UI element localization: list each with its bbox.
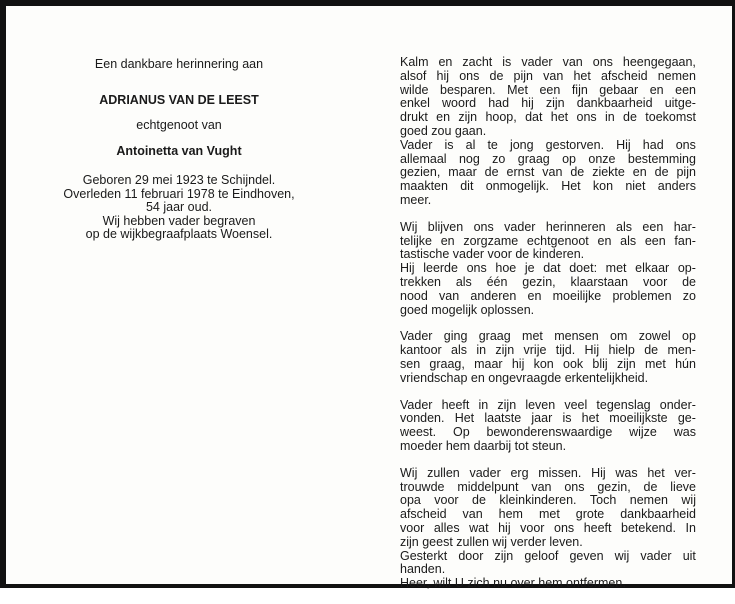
text-line: goed mogelijk oplossen. [400,302,535,317]
text-line: zijn geest zullen wij verder leven. [400,534,583,549]
text-line: kantoor als in zijn vrije tijd. Hij hielp de men- [400,343,696,358]
card-edge-top [0,0,735,6]
spouse-name: Antoinetta van Vught [116,143,242,158]
text-line: maakten dit onmogelijk. Het kon niet anders [400,179,696,194]
paragraph-4 [400,399,696,454]
text-line: afscheid van hem met grote dankbaarheid [400,507,696,522]
card-edge-left [0,0,6,588]
text-line: moeder hem daarbij tot steun. [400,438,567,453]
text-line: trouwde middelpunt van ons gezin, de lieve [400,479,696,494]
text-line: Wij zullen vader erg missen. Hij was het ver- [400,465,696,480]
text-line: Wij blijven ons vader herinneren als een har- [400,219,696,234]
text-line: gezien, maar de ernst van de ziekte en de pijn [400,165,696,180]
text-line: goed zou gaan. [400,123,487,138]
text-line: meer. [400,192,432,207]
death-line: Overleden 11 februari 1978 te Eindhoven, [63,186,295,201]
paragraph-5 [400,467,696,591]
text-line: sen graag, maar hij kon ook blij zijn met hún [400,356,696,371]
text-line: Vader ging graag met mensen om zowel op [400,329,696,344]
paragraph-2 [400,221,696,318]
text-line: alsof hij ons de pijn van het afscheid nemen [400,68,696,83]
burial-line-2: op de wijkbegraafplaats Woensel. [85,227,273,241]
text-line: Gesterkt door zijn geloof geven wij vader uit [400,548,696,563]
paragraph-3 [400,330,696,385]
text-line: wilde besparen. Met een fijn gebaar en een [400,82,696,97]
text-line: Vader heeft in zijn leven veel tegenslag onder- [400,397,696,412]
text-line: Kalm en zacht is vader van ons heengegaan, [400,55,696,69]
text-line: vonden. Het laatste jaar is het moeilijkste ge- [400,411,696,426]
text-line: voor alles wat hij voor ons heeft betekend. In [400,520,696,535]
right-column [400,56,696,604]
text-line: Hij leerde ons hoe je dat doet: met elkaar op- [400,261,696,276]
text-line: drukt en zijn hoop, dat het ons in de toekomst [400,110,696,125]
text-line: handen. [400,562,446,577]
text-line: opa voor de kleinkinderen. Toch nemen wij [400,493,696,508]
text-line: Heer, wilt U zich nu over hem ontfermen. [400,576,626,591]
text-line: telijke en zorgzame echtgenoot en als een fan- [400,233,696,248]
text-line: weest. Op bewonderenswaardige wijze was [400,425,696,440]
text-line: vriendschap en ongevraagde erkentelijkheid. [400,370,649,385]
intro-text: Een dankbare herinnering aan [94,57,264,71]
paragraph-1 [400,56,696,208]
deceased-name: ADRIANUS VAN DE LEEST [99,92,259,107]
text-line: tastische vader voor de kinderen. [400,247,585,262]
text-line: trekken als één gezin, klaarstaan voor de [400,274,696,289]
text-line: allemaal nog zo graag op onze bestemming [400,151,696,166]
age-line: 54 jaar oud. [145,200,213,214]
text-line: enkel woord had hij zijn dankbaarheid uitge- [400,96,696,111]
text-line: Vader is al te jong gestorven. Hij had ons [400,137,696,152]
birth-line: Geboren 29 mei 1923 te Schijndel. [82,173,276,187]
left-column [48,58,310,242]
burial-line-1: Wij hebben vader begraven [102,213,256,228]
relation-text: echtgenoot van [136,118,222,132]
text-line: nood van anderen en moeilijke problemen zo [400,288,696,303]
